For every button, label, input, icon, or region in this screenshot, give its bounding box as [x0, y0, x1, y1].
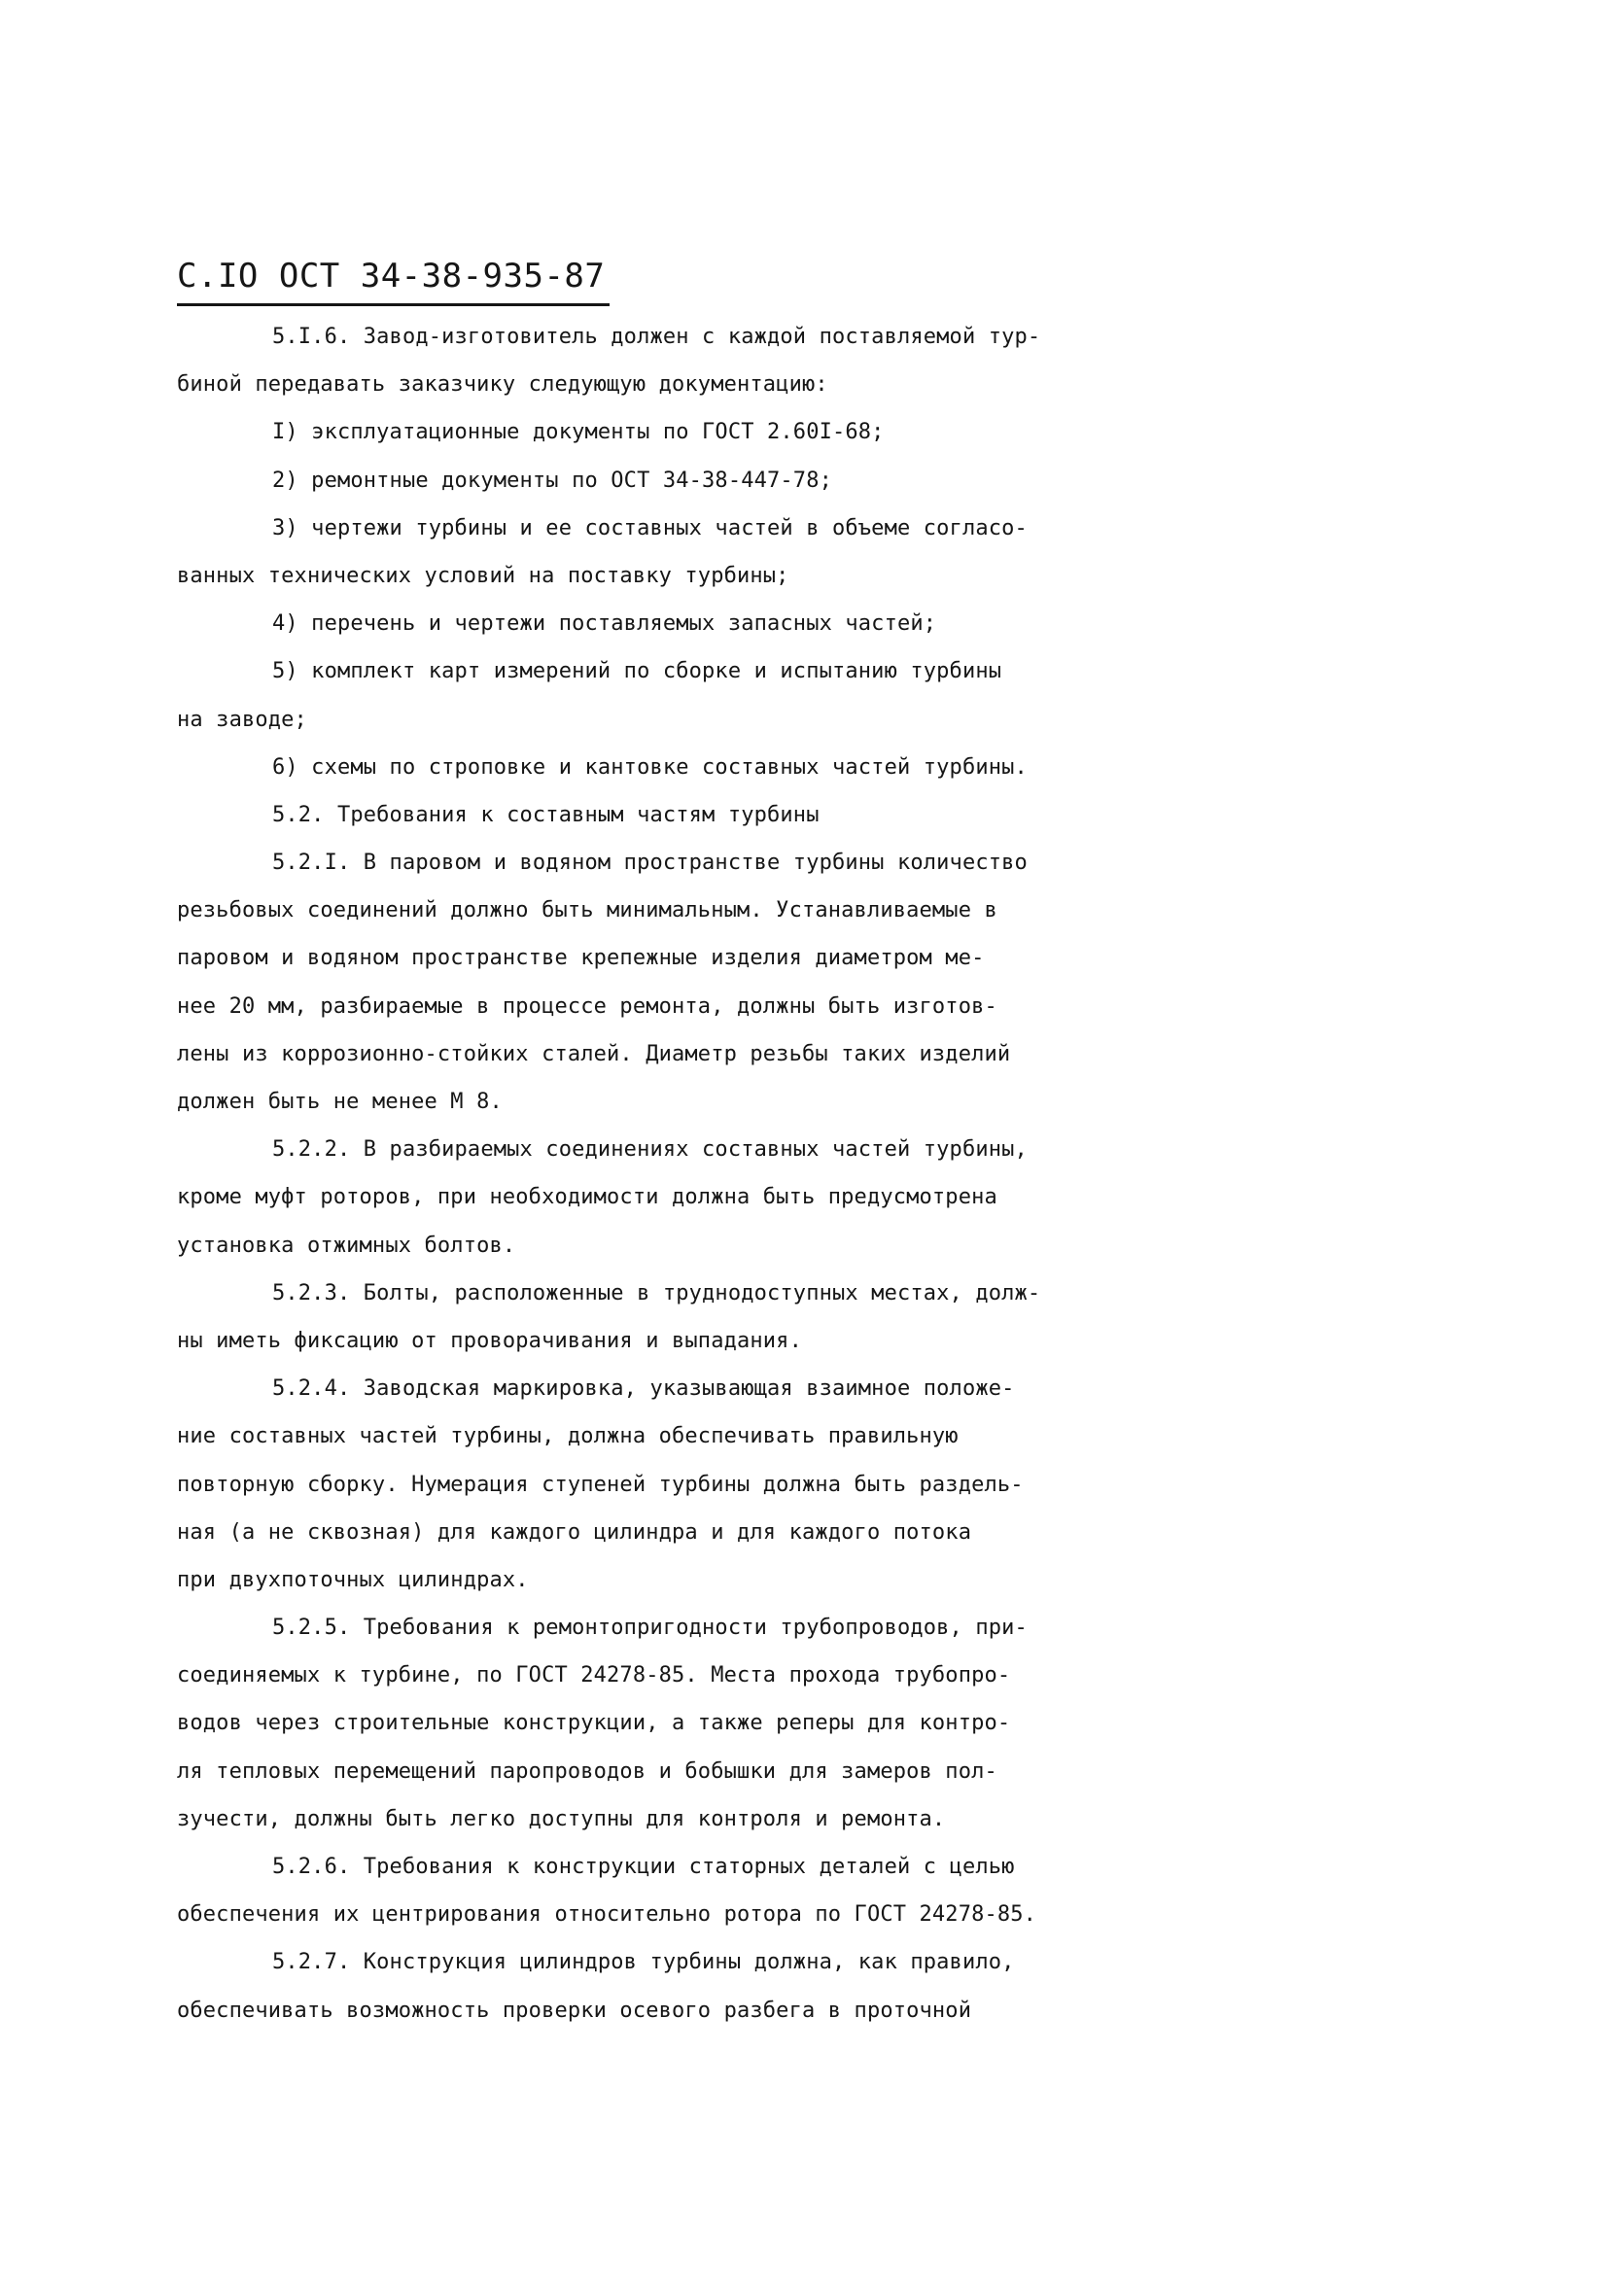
- text-line-16: лены из коррозионно-стойких сталей. Диаметр резьбы таких изделий: [177, 1041, 1011, 1066]
- text-line-31: ля тепловых перемещений паропроводов и бобышки для замеров пол-: [177, 1758, 997, 1784]
- text-line-21: 5.2.3. Болты, расположенные в труднодоступных местах, долж-: [272, 1280, 1041, 1305]
- section-heading: 5.2. Требования к составным частям турбины: [272, 802, 820, 827]
- text-line-24: ние составных частей турбины, должна обеспечивать правильную: [177, 1424, 959, 1449]
- text-line-15: нее 20 мм, разбираемые в процессе ремонта, должны быть изготов-: [177, 993, 997, 1019]
- text-line-28: 5.2.5. Требования к ремонтопригодности трубопроводов, при-: [272, 1616, 1028, 1641]
- text-line-18: 5.2.2. В разбираемых соединениях составных частей турбины,: [272, 1137, 1028, 1163]
- text-line-29: соединяемых к турбине, по ГОСТ 24278-85. Места прохода трубопро-: [177, 1663, 1011, 1688]
- text-line-1: 5.I.6. Завод-изготовитель должен с каждой поставляемой тур-: [272, 325, 1041, 349]
- text-line-9: на заводе;: [177, 707, 307, 732]
- document-body: [177, 313, 1450, 2035]
- text-line-3: I) эксплуатационные документы по ГОСТ 2.60I-68;: [272, 420, 885, 445]
- text-line-22: ны иметь фиксацию от проворачивания и выпадания.: [177, 1328, 802, 1353]
- text-line-6: ванных технических условий на поставку турбины;: [177, 563, 789, 588]
- text-line-34: обеспечения их центрирования относительно ротора по ГОСТ 24278-85.: [177, 1902, 1037, 1928]
- page-header: С.IO ОСТ 34-38-935-87: [177, 257, 606, 296]
- text-line-20: установка отжимных болтов.: [177, 1233, 516, 1258]
- header-underline: [177, 303, 610, 306]
- text-line-14: паровом и водяном пространстве крепежные изделия диаметром ме-: [177, 946, 985, 971]
- text-line-26: ная (а не сквозная) для каждого цилиндра и для каждого потока: [177, 1519, 972, 1545]
- text-line-35: 5.2.7. Конструкция цилиндров турбины должна, как правило,: [272, 1950, 1015, 1975]
- text-line-30: водов через строительные конструкции, а также реперы для контро-: [177, 1711, 1011, 1736]
- text-line-10: 6) схемы по строповке и кантовке составных частей турбины.: [272, 754, 1028, 780]
- text-line-4: 2) ремонтные документы по ОСТ 34-38-447-78;: [272, 468, 832, 493]
- text-line-7: 4) перечень и чертежи поставляемых запасных частей;: [272, 611, 937, 637]
- text-line-5: 3) чертежи турбины и ее составных частей в объеме согласо-: [272, 515, 1028, 540]
- text-line-33: 5.2.6. Требования к конструкции статорных деталей с целью: [272, 1855, 1015, 1879]
- text-line-2: биной передавать заказчику следующую документацию:: [177, 372, 828, 398]
- text-line-8: 5) комплект карт измерений по сборке и испытанию турбины: [272, 659, 1002, 684]
- text-line-19: кроме муфт роторов, при необходимости должна быть предусмотрена: [177, 1185, 997, 1210]
- text-line-27: при двухпоточных цилиндрах.: [177, 1567, 529, 1592]
- text-line-13: резьбовых соединений должно быть минимальным. Устанавливаемые в: [177, 898, 997, 923]
- text-line-25: повторную сборку. Нумерация ступеней турбины должна быть раздель-: [177, 1472, 1024, 1497]
- text-line-23: 5.2.4. Заводская маркировка, указывающая взаимное положе-: [272, 1376, 1015, 1402]
- text-line-12: 5.2.I. В паровом и водяном пространстве турбины количество: [272, 851, 1028, 876]
- text-line-32: зучести, должны быть легко доступны для контроля и ремонта.: [177, 1806, 946, 1831]
- text-line-36: обеспечивать возможность проверки осевого разбега в проточной: [177, 1998, 972, 2023]
- text-line-17: должен быть не менее М 8.: [177, 1090, 503, 1114]
